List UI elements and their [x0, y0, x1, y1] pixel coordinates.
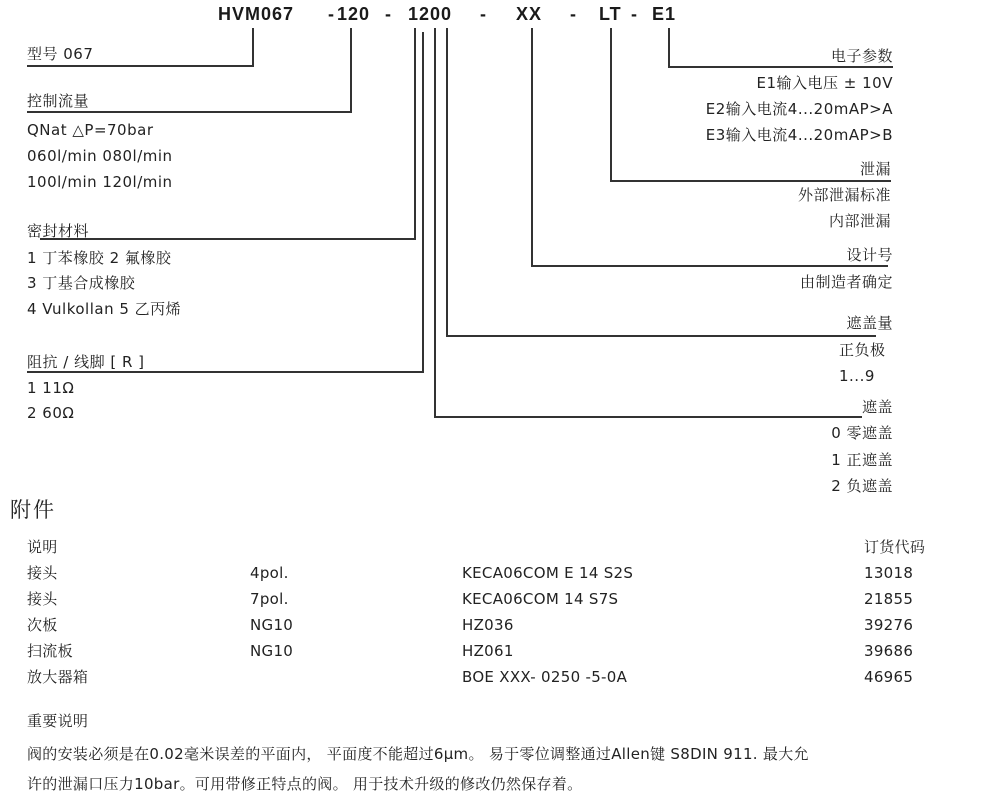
cell-spec: NG10 — [250, 642, 294, 660]
cell-description: 放大器箱 — [27, 668, 89, 686]
cell-description: 次板 — [27, 616, 58, 634]
electronics-title: 电子参数 — [830, 47, 893, 65]
header-description: 说明 — [27, 538, 58, 556]
leakage-title: 泄漏 — [859, 160, 891, 178]
cell-type: BOE XXX- 0250 -5-0A — [462, 668, 628, 686]
cell-order-code: 39276 — [864, 616, 914, 634]
code-part-series: HVM067 — [218, 4, 295, 24]
impedance-line: 1 11Ω — [27, 379, 75, 397]
notes-line: 阀的安装必须是在0.02毫米误差的平面内， 平面度不能超过6μm。 易于零位调整通过Allen键 S8DIN 911. 最大允 — [27, 745, 809, 763]
connector-impedance-v — [422, 32, 424, 372]
code-part-options: 1200 — [408, 4, 453, 24]
overlap-line: 1 正遮盖 — [831, 451, 893, 469]
flow-title: 控制流量 — [27, 92, 90, 110]
notes-line: 许的泄漏口压力10bar。可用带修正特点的阀。 用于技术升级的修改仍然保存着。 — [27, 775, 583, 793]
code-sep-5: - — [631, 4, 638, 24]
accessories-heading: 附件 — [10, 498, 56, 522]
code-sep-2: - — [385, 4, 392, 24]
electronics-line: E3输入电流4...20mAP>B — [705, 126, 893, 144]
electronics-line: E1输入电压 ± 10V — [756, 74, 893, 92]
connector-impedance-h — [27, 371, 424, 373]
flow-line: 060l/min 080l/min — [27, 147, 173, 165]
connector-overlap-amount-h — [446, 335, 876, 337]
code-part-leakage: LT — [599, 4, 622, 24]
electronics-line: E2输入电流4...20mAP>A — [705, 100, 893, 118]
cell-order-code: 39686 — [864, 642, 914, 660]
cell-description: 接头 — [27, 590, 58, 608]
connector-design-h — [531, 265, 888, 267]
code-sep-1: - — [328, 4, 335, 24]
connector-electronics-v — [668, 28, 670, 67]
flow-line: QNat △P=70bar — [27, 121, 154, 139]
cell-spec: NG10 — [250, 616, 294, 634]
design-line: 由制造者确定 — [799, 273, 893, 291]
connector-overlap-amount-v — [446, 28, 448, 336]
seal-line: 1 丁苯橡胶 2 氟橡胶 — [27, 249, 172, 267]
cell-type: HZ036 — [462, 616, 514, 634]
leakage-line: 外部泄漏标准 — [797, 186, 891, 204]
code-sep-4: - — [570, 4, 577, 24]
overlap-line: 0 零遮盖 — [831, 424, 893, 442]
overlap-amount-line: 正负极 — [839, 341, 886, 359]
code-part-design: XX — [516, 4, 543, 24]
leakage-line: 内部泄漏 — [828, 212, 891, 230]
connector-leakage-v — [610, 28, 612, 181]
connector-electronics-h — [668, 66, 893, 68]
connector-overlap-h — [434, 416, 862, 418]
connector-seal-v — [414, 28, 416, 239]
overlap-line: 2 负遮盖 — [831, 477, 893, 495]
code-part-electronics: E1 — [652, 4, 677, 24]
connector-flow-h — [27, 111, 352, 113]
code-part-flow: 120 — [337, 4, 371, 24]
overlap-title: 遮盖 — [861, 398, 893, 416]
cell-spec: 4pol. — [250, 564, 289, 582]
design-title: 设计号 — [846, 246, 893, 264]
impedance-line: 2 60Ω — [27, 404, 75, 422]
cell-order-code: 21855 — [864, 590, 914, 608]
code-sep-3: - — [480, 4, 487, 24]
connector-leakage-h — [610, 180, 891, 182]
connector-design-v — [531, 28, 533, 266]
model-title: 型号 067 — [27, 45, 94, 63]
connector-flow-v — [350, 28, 352, 112]
connector-model-v — [252, 28, 254, 66]
connector-seal-h — [40, 238, 416, 240]
cell-spec: 7pol. — [250, 590, 289, 608]
impedance-title: 阻抗 / 线脚 [ R ] — [27, 353, 145, 371]
connector-model-h — [27, 65, 254, 67]
cell-type: KECA06COM 14 S7S — [462, 590, 619, 608]
cell-type: KECA06COM E 14 S2S — [462, 564, 634, 582]
cell-description: 接头 — [27, 564, 58, 582]
overlap-amount-line: 1...9 — [839, 367, 875, 385]
cell-description: 扫流板 — [27, 642, 73, 660]
cell-order-code: 13018 — [864, 564, 914, 582]
header-order-code: 订货代码 — [864, 538, 926, 556]
seal-title: 密封材料 — [27, 222, 90, 240]
overlap-amount-title: 遮盖量 — [846, 314, 893, 332]
notes-title: 重要说明 — [27, 712, 89, 730]
flow-line: 100l/min 120l/min — [27, 173, 173, 191]
seal-line: 3 丁基合成橡胶 — [27, 274, 136, 292]
cell-order-code: 46965 — [864, 668, 914, 686]
cell-type: HZ061 — [462, 642, 514, 660]
seal-line: 4 Vulkollan 5 乙丙烯 — [27, 300, 182, 318]
connector-overlap-v — [434, 28, 436, 417]
